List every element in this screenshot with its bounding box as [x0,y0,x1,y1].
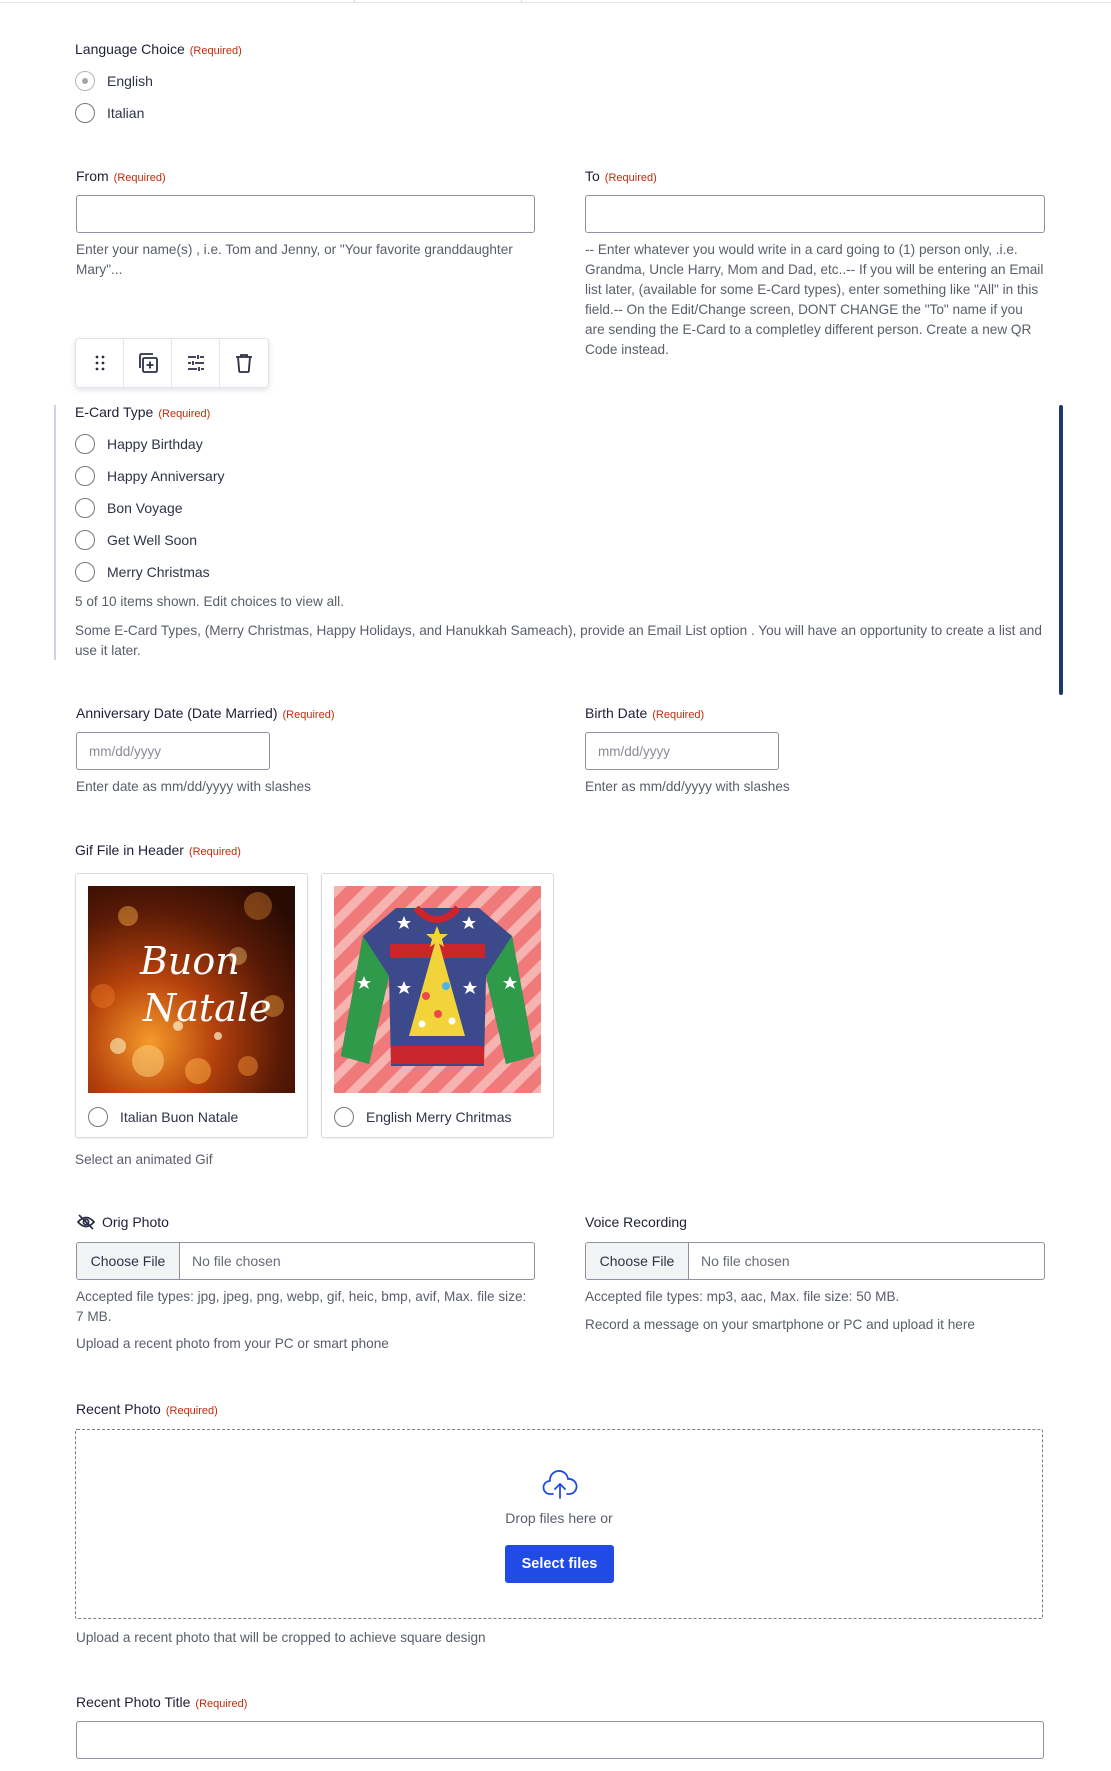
voice-recording-accepted-types: Accepted file types: mp3, aac, Max. file size: 50 MB. [585,1289,900,1304]
recent-photo-dropzone[interactable] [75,1429,1043,1619]
radio-option-happy-birthday[interactable] [75,433,203,455]
drag-handle-icon [93,354,107,372]
gif-choice-merry-christmas[interactable] [321,873,554,1138]
required-indicator: (Required) [188,846,241,858]
field-label-text: Voice Recording [585,1214,687,1230]
orig-photo-file-input[interactable] [76,1242,535,1280]
voice-recording-label [585,1214,687,1230]
radio-option-merry-christmas[interactable] [75,561,210,583]
field-label-text: Gif File in Header [75,842,184,858]
delete-field-button[interactable] [220,339,268,387]
required-indicator: (Required) [604,172,657,184]
to-description: -- Enter whatever you would write in a card going to (1) person only, .i.e. Grandma, Uncle Harry, Mom and Dad, etc..-- If you will be entering an Email list later, (available for some E-Card types), enter something like "All" in this field.-- On the Edit/Change screen, DONT CHANGE the "To" name if you are sending the E-Card to a completley different person. Create a new QR Code instead. [585,242,1044,357]
voice-recording-description: Record a message on your smartphone or PC and upload it here [585,1317,975,1332]
recent-photo-title-label [76,1694,247,1710]
items-shown-note: 5 of 10 items shown. Edit choices to view all. [75,594,344,609]
ugly-sweater-image [334,886,541,1093]
radio-option-happy-anniversary[interactable] [75,465,225,487]
field-label-text: Recent Photo Title [76,1694,191,1710]
field-label-text: Language Choice [75,41,185,57]
from-description: Enter your name(s) , i.e. Tom and Jenny, or "Your favorite granddaughter Mary"... [76,242,513,277]
recent-photo-title-input[interactable] [76,1721,1044,1759]
ecard-type-label [75,404,210,420]
radio-button[interactable] [75,466,95,486]
settings-sliders-icon [185,352,207,374]
file-status: No file chosen [701,1253,790,1269]
tab-separator [354,0,355,3]
to-input[interactable] [585,195,1045,233]
required-indicator: (Required) [165,1405,218,1417]
field-label-text: Orig Photo [102,1214,169,1230]
eye-slash-icon [76,1214,96,1230]
file-status: No file chosen [192,1253,281,1269]
from-input[interactable] [76,195,535,233]
radio-label: Italian Buon Natale [120,1109,239,1125]
orig-photo-description: Upload a recent photo from your PC or smart phone [76,1336,389,1351]
radio-button[interactable] [75,103,95,123]
birth-date-label [585,705,704,721]
tab-separator [521,0,522,3]
cloud-upload-icon [542,1470,578,1500]
field-settings-button[interactable] [172,339,220,387]
required-indicator: (Required) [113,172,166,184]
to-label [585,168,657,184]
gif-radio-row[interactable] [334,1106,511,1128]
top-divider [0,0,1111,3]
radio-option-italian[interactable] [75,102,144,124]
birth-date-input[interactable]: mm/dd/yyyy [585,732,779,770]
radio-label: Bon Voyage [107,500,183,516]
field-label-text: Birth Date [585,705,648,721]
radio-button[interactable] [75,530,95,550]
radio-button[interactable] [75,71,95,91]
language-choice-label [75,41,242,57]
radio-label: Italian [107,105,145,121]
duplicate-icon [136,351,160,375]
choose-file-button[interactable]: Choose File [77,1243,180,1279]
trash-icon [233,352,255,374]
drop-files-text: Drop files here or [505,1510,613,1526]
required-indicator: (Required) [189,45,242,57]
ecard-type-description: Some E-Card Types, (Merry Christmas, Happy Holidays, and Hanukkah Sameach), provide an Email List option . You will have an opportunity to create a list and use it later. [75,623,1042,658]
required-indicator: (Required) [158,408,211,420]
field-label-text: From [76,168,109,184]
drag-handle-button[interactable] [76,339,124,387]
radio-option-bon-voyage[interactable] [75,497,183,519]
radio-option-english[interactable] [75,70,153,92]
field-label-text: Recent Photo [76,1401,161,1417]
radio-label: English Merry Chritmas [366,1109,512,1125]
field-label-text: Anniversary Date (Date Married) [76,705,278,721]
field-label-text: To [585,168,600,184]
orig-photo-accepted-types: Accepted file types: jpg, jpeg, png, webp, gif, heic, bmp, avif, Max. file size: 7 MB. [76,1289,527,1324]
required-indicator: (Required) [652,709,705,721]
radio-label: Happy Anniversary [107,468,225,484]
buon-natale-image-text: Natale [143,986,272,1030]
radio-button[interactable] [334,1107,354,1127]
radio-button[interactable] [75,562,95,582]
choose-file-button[interactable]: Choose File [586,1243,689,1279]
select-files-button[interactable]: Select files [505,1545,614,1583]
gif-radio-row[interactable] [88,1106,238,1128]
radio-button[interactable] [75,498,95,518]
radio-label: Happy Birthday [107,436,203,452]
recent-photo-description: Upload a recent photo that will be cropped to achieve square design [76,1630,486,1645]
voice-recording-file-input[interactable] [585,1242,1045,1280]
selected-field-indicator-left [54,405,56,660]
radio-label: English [107,73,153,89]
required-indicator: (Required) [195,1698,248,1710]
radio-label: Merry Christmas [107,564,210,580]
radio-button[interactable] [75,434,95,454]
radio-label: Get Well Soon [107,532,198,548]
gif-choice-buon-natale[interactable] [75,873,308,1138]
anniversary-date-input[interactable]: mm/dd/yyyy [76,732,270,770]
buon-natale-image-text: Buon [140,939,240,983]
radio-option-get-well-soon[interactable] [75,529,197,551]
from-label [76,168,166,184]
required-indicator: (Required) [282,709,335,721]
gif-header-label [75,842,241,858]
anniversary-date-label [76,705,334,721]
buon-natale-image [88,886,295,1093]
birth-date-description: Enter as mm/dd/yyyy with slashes [585,779,790,794]
anniversary-date-description: Enter date as mm/dd/yyyy with slashes [76,779,311,794]
radio-button[interactable] [88,1107,108,1127]
duplicate-button[interactable] [124,339,172,387]
selected-field-indicator-right [1059,405,1063,695]
gif-header-description: Select an animated Gif [75,1152,213,1167]
field-label-text: E-Card Type [75,404,154,420]
recent-photo-label [76,1401,218,1417]
field-toolbar [75,338,269,388]
orig-photo-label [76,1214,169,1230]
